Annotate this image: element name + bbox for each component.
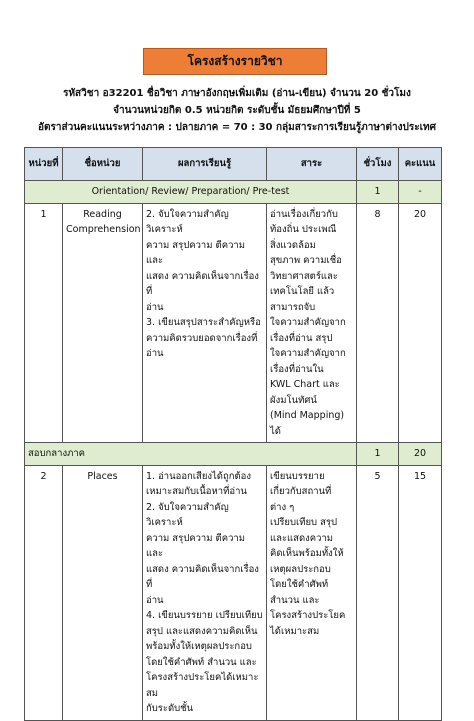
- unit-1-score: 20: [399, 203, 442, 443]
- content-line: เขียนบรรยาย: [270, 470, 325, 482]
- content-line: เรื่องที่อ่านใน: [270, 363, 324, 375]
- content-line: ได้: [270, 425, 281, 437]
- orientation-label: Orientation/ Review/ Preparation/ Pre-test: [25, 181, 357, 204]
- outcome-line: อ่าน: [146, 348, 164, 359]
- outcome-line: 2. จับใจความสำคัญ วิเคราะห์: [146, 501, 229, 528]
- outcome-line: ความ สรุปความ ตีความ และ: [146, 532, 245, 559]
- content-line: โดยใช้คำศัพท์: [270, 579, 329, 590]
- course-structure-table: [24, 147, 442, 721]
- outcome-line: สรุป และแสดงความคิดเห็น: [146, 625, 258, 637]
- unit-2-name: [63, 465, 143, 720]
- content-line: เหตุผลประกอบ: [270, 563, 331, 575]
- content-line: KWL Chart และ: [270, 379, 340, 390]
- unit-1-hours: 8: [357, 203, 399, 443]
- column-header-content: สาระ: [267, 148, 357, 181]
- unit-2-score: 15: [399, 465, 442, 720]
- orientation-score: -: [399, 181, 442, 204]
- midterm-score: 20: [399, 443, 442, 466]
- unit-1-name: [63, 203, 143, 443]
- course-structure-title: โครงสร้างรายวิชา: [143, 48, 327, 75]
- content-line: เปรียบเทียบ สรุป: [270, 517, 338, 528]
- content-line: อ่านเรื่องเกี่ยวกับ: [270, 208, 338, 220]
- unit-2-hours: 5: [357, 465, 399, 720]
- content-line: ได้เหมาะสม: [270, 625, 320, 637]
- midterm-hours: 1: [357, 443, 399, 466]
- outcome-line: อ่าน: [146, 594, 164, 606]
- content-line: วิทยาศาสตร์และ: [270, 270, 338, 282]
- outcome-line: แสดง ความคิดเห็นจากเรื่องที่: [146, 270, 259, 297]
- content-line: ใจความสำคัญจาก: [270, 348, 346, 359]
- score-ratio-line: อัตราส่วนคะแนนระหว่างภาค : ปลายภาค = 70 : 30 กลุ่มสาระการเรียนรู้ภาษาต่างประเทศ: [38, 122, 436, 133]
- outcome-line: เหมาะสมกับเนื้อหาที่อ่าน: [146, 486, 247, 497]
- content-line: สามารถจับ: [270, 301, 316, 313]
- unit-2-row: [25, 465, 442, 720]
- orientation-row: [25, 181, 442, 204]
- outcome-line: อ่าน: [146, 301, 164, 313]
- unit-1-row: [25, 203, 442, 443]
- column-header-unit-no: หน่วยที่: [25, 148, 63, 181]
- outcome-line: ความคิดรวบยอดจากเรื่องที่: [146, 332, 258, 344]
- content-line: และแสดงความ: [270, 532, 334, 544]
- outcome-line: 2. จับใจความสำคัญ วิเคราะห์: [146, 208, 229, 235]
- unit-1-content: [267, 203, 357, 443]
- content-line: ผังมโนทัศน์: [270, 394, 317, 406]
- unit-2-name-line: Places: [87, 470, 118, 482]
- unit-1-name-line: Reading: [83, 208, 122, 220]
- outcome-line: 1. อ่านออกเสียงได้ถูกต้อง: [146, 470, 251, 482]
- content-line: เทคโนโลยี แล้ว: [270, 286, 335, 297]
- column-header-unit-name: ชื่อหน่วย: [63, 148, 143, 181]
- content-line: คิดเห็นพร้อมทั้งให้: [270, 548, 344, 559]
- midterm-label: สอบกลางภาค: [25, 443, 357, 466]
- content-line: เกี่ยวกับสถานที่: [270, 486, 332, 497]
- credit-line: จำนวนหน่วยกิต 0.5 หน่วยกิต ระดับชั้น มัธยมศึกษาปีที่ 5: [113, 105, 361, 116]
- unit-2-outcomes: [143, 465, 267, 720]
- content-line: (Mind Mapping): [270, 410, 345, 421]
- content-line: สิ่งแวดล้อม: [270, 239, 316, 251]
- content-line: สำนวน และ: [270, 594, 320, 606]
- outcome-line: พร้อมทั้งให้เหตุผลประกอบ: [146, 641, 252, 652]
- course-code-line: รหัสวิชา อ32201 ชื่อวิชา ภาษาอังกฤษเพิ่มเติม (อ่าน-เขียน) จำนวน 20 ชั่วโมง: [63, 88, 411, 99]
- unit-2-content: [267, 465, 357, 720]
- column-header-hours: ชั่วโมง: [357, 148, 399, 181]
- content-line: เรื่องที่อ่าน สรุป: [270, 332, 333, 344]
- content-line: โครงสร้างประโยค: [270, 610, 346, 621]
- column-header-score: คะแนน: [399, 148, 442, 181]
- unit-1-outcomes: [143, 203, 267, 443]
- unit-1-name-line: Comprehension: [66, 224, 141, 235]
- content-line: ต่าง ๆ: [270, 501, 295, 513]
- content-line: ท้องถิ่น ประเพณี: [270, 224, 337, 235]
- outcome-line: โดยใช้คำศัพท์ สำนวน และ: [146, 656, 257, 668]
- content-line: ใจความสำคัญจาก: [270, 317, 346, 328]
- orientation-hours: 1: [357, 181, 399, 204]
- outcome-line: แสดง ความคิดเห็นจากเรื่องที่: [146, 563, 259, 590]
- outcome-line: 4. เขียนบรรยาย เปรียบเทียบ: [146, 610, 263, 621]
- content-line: สุขภาพ ความเชื่อ: [270, 255, 342, 266]
- midterm-row: [25, 443, 442, 466]
- unit-1-number: 1: [25, 203, 63, 443]
- outcome-line: กับระดับชั้น: [146, 703, 194, 714]
- outcome-line: โครงสร้างประโยคได้เหมาะสม: [146, 672, 259, 699]
- column-header-outcomes: ผลการเรียนรู้: [143, 148, 267, 181]
- table-header-row: [25, 148, 442, 181]
- outcome-line: ความ สรุปความ ตีความ และ: [146, 239, 245, 266]
- unit-2-number: 2: [25, 465, 63, 720]
- outcome-line: 3. เขียนสรุปสาระสำคัญหรือ: [146, 317, 261, 328]
